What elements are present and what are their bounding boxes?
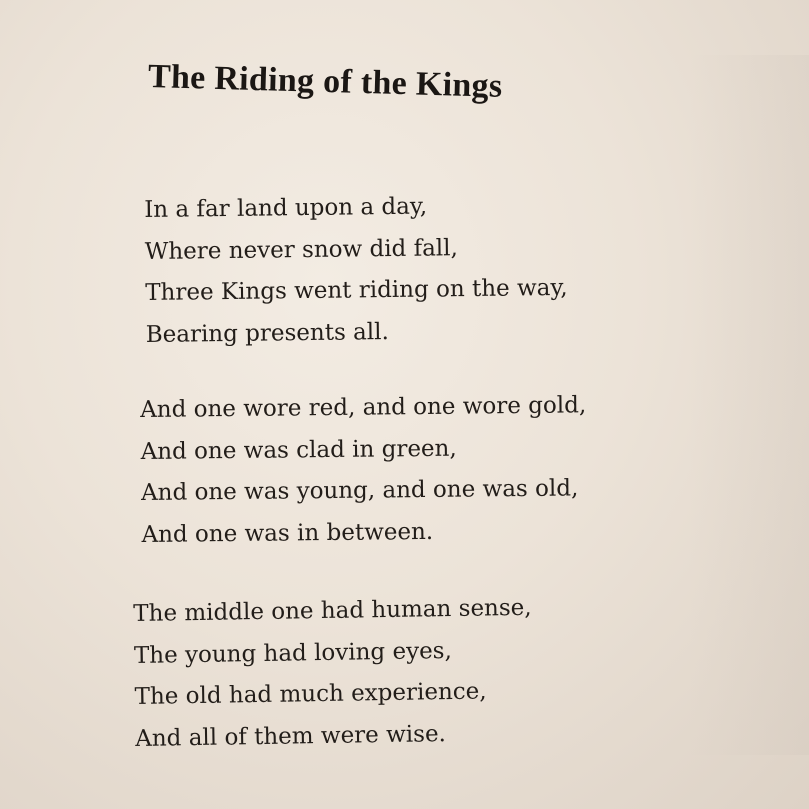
poem-line: In a far land upon a day, bbox=[144, 193, 428, 223]
poem-line: And one was in between. bbox=[141, 518, 434, 548]
facing-page-shadow bbox=[689, 55, 809, 755]
stanza-3 bbox=[133, 588, 534, 760]
poem-line: And one wore red, and one wore gold, bbox=[140, 392, 587, 423]
poem-line: The middle one had human sense, bbox=[133, 594, 532, 627]
stanza-1 bbox=[144, 185, 568, 356]
poem-line: And one was clad in green, bbox=[140, 435, 457, 465]
poem-line: Bearing presents all. bbox=[145, 318, 389, 348]
poem-line: The young had loving eyes, bbox=[133, 637, 453, 669]
stanza-2 bbox=[140, 385, 588, 556]
poem-line: And one was young, and one was old, bbox=[140, 475, 579, 506]
poem-line: Where never snow did fall, bbox=[144, 234, 459, 265]
poem-line: The old had much experience, bbox=[134, 678, 487, 710]
poem-title: The Riding of the Kings bbox=[147, 58, 503, 105]
poem-line: And all of them were wise. bbox=[135, 720, 447, 752]
poem-line: Three Kings went riding on the way, bbox=[145, 274, 568, 306]
